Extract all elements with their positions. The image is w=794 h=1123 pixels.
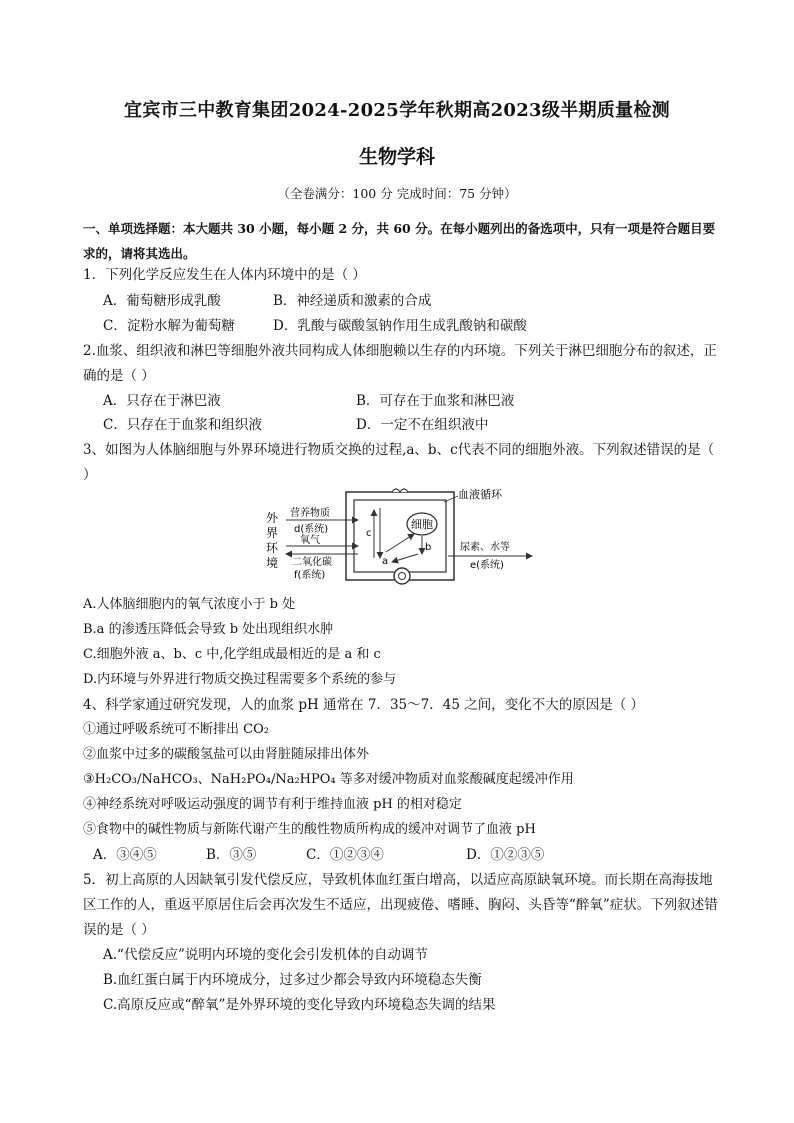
label-c: c — [366, 528, 372, 539]
exchange-diagram — [262, 484, 542, 593]
pump-symbol — [394, 568, 410, 584]
q1-option-d: D．乳酸与碳酸氢钠作用生成乳酸钠和碳酸 — [273, 318, 527, 334]
q1-option-c: C．淀粉水解为葡萄糖 — [103, 318, 235, 334]
label-b: b — [425, 542, 432, 553]
q2-option-b: B．可存在于血浆和淋巴液 — [356, 393, 515, 409]
q2-option-c: C．只存在于血浆和组织液 — [103, 417, 262, 433]
q4-statement-2: ②血浆中过多的碳酸氢盐可以由肾脏随尿排出体外 — [83, 747, 370, 762]
nutrients-label: 营养物质 — [290, 508, 330, 519]
q5-option-b: B.血红蛋白属于内环境成分，过多过少都会导致内环境稳态失衡 — [103, 972, 482, 988]
body-box — [346, 492, 454, 580]
q4-statement-3: ③H₂CO₃/NaHCO₃、NaH₂PO₄/Na₂HPO₄ 等多对缓冲物质对血浆酸碱度起缓冲作用 — [83, 772, 574, 787]
q4-option-c: C．①②③④ — [306, 847, 384, 863]
d-system-label: d(系统) — [294, 524, 329, 535]
outside-label-3: 环 — [266, 541, 279, 555]
co2-label: 二氧化碳 — [292, 557, 332, 568]
q5-option-a: A.“代偿反应”说明内环境的变化会引发机体的自动调节 — [103, 947, 428, 963]
q4-option-a: A．③④⑤ — [93, 847, 157, 863]
q2-option-a: A．只存在于淋巴液 — [103, 393, 221, 409]
section-instructions: 一、单项选择题：本大题共 30 小题，每小题 2 分，共 60 分。在每小题列出的备选项中，只有一项是符合题目要求的，请将其选出。 — [83, 221, 716, 261]
subject-title: 生物学科 — [358, 146, 435, 168]
outside-label-4: 境 — [266, 556, 279, 570]
q4-stem: 4、科学家通过研究发现，人的血浆 pH 通常在 7．35～7．45 之间，变化不大的原因是（ ） — [83, 697, 644, 713]
q4-option-d: D．①②③⑤ — [466, 847, 545, 863]
q2-stem: 2.血浆、组织液和淋巴等细胞外液共同构成人体细胞赖以生存的内环境。下列关于淋巴细胞分布的叙述，正确的是（ ） — [83, 343, 717, 384]
q3-stem: 3、如图为人体脑细胞与外界环境进行物质交换的过程,a、b、c代表不同的细胞外液。下列叙述错误的是（ ） — [83, 442, 715, 483]
blood-circulation-label: 血液循环 — [458, 488, 502, 501]
q4-statement-5: ⑤食物中的碱性物质与新陈代谢产生的酸性物质所构成的缓冲对调节了血液 pH — [83, 822, 536, 837]
q2-option-d: D．一定不在组织液中 — [356, 417, 489, 433]
q1-stem: 1．下列化学反应发生在人体内环境中的是（ ） — [83, 267, 366, 283]
e-system-label: e(系统) — [470, 560, 504, 571]
oxygen-label: 氧气 — [300, 535, 320, 546]
cell-label: 细胞 — [411, 518, 433, 531]
urea-water-label: 尿素、水等 — [460, 542, 510, 553]
q4-statement-1: ①通过呼吸系统可不断排出 CO₂ — [83, 722, 269, 737]
exam-title: 宜宾市三中教育集团2024-2025学年秋期高2023级半期质量检测 — [124, 100, 670, 121]
q5-option-c: C.高原反应或“醉氧”是外界环境的变化导致内环境稳态失调的结果 — [103, 997, 496, 1013]
q3-option-a: A.人体脑细胞内的氧气浓度小于 b 处 — [83, 597, 296, 612]
q4-statement-4: ④神经系统对呼吸运动强度的调节有利于维持血液 pH 的相对稳定 — [83, 797, 462, 812]
outside-label-2: 界 — [266, 526, 279, 540]
q3-option-c: C.细胞外液 a、b、c 中,化学组成最相近的是 a 和 c — [83, 647, 381, 662]
outside-label-1: 外 — [266, 511, 279, 525]
q1-option-a: A．葡萄糖形成乳酸 — [103, 293, 221, 309]
f-system-label: f(系统) — [294, 570, 326, 581]
exchange-diagram-svg — [262, 484, 542, 589]
exam-info: （全卷满分：100 分 完成时间：75 分钟） — [277, 186, 517, 201]
q3-option-d: D.内环境与外界进行物质交换过程需要多个系统的参与 — [83, 672, 397, 687]
label-a: a — [382, 556, 389, 567]
heart-symbol — [392, 489, 408, 492]
q3-option-b: B.a 的渗透压降低会导致 b 处出现组织水肿 — [83, 622, 334, 637]
q5-stem: 5．初上高原的人因缺氧引发代偿反应，导致机体血红蛋白增高，以适应高原缺氧环境。而长期在高海拔地区工作的人，重返平原居住后会再次发生不适应，出现疲倦、嗜睡、胸闷、头昏等“醉氧”症状。下列叙述错误的是（ ） — [83, 872, 718, 938]
q4-option-b: B．③⑤ — [206, 847, 257, 863]
q1-option-b: B．神经递质和激素的合成 — [273, 293, 432, 309]
